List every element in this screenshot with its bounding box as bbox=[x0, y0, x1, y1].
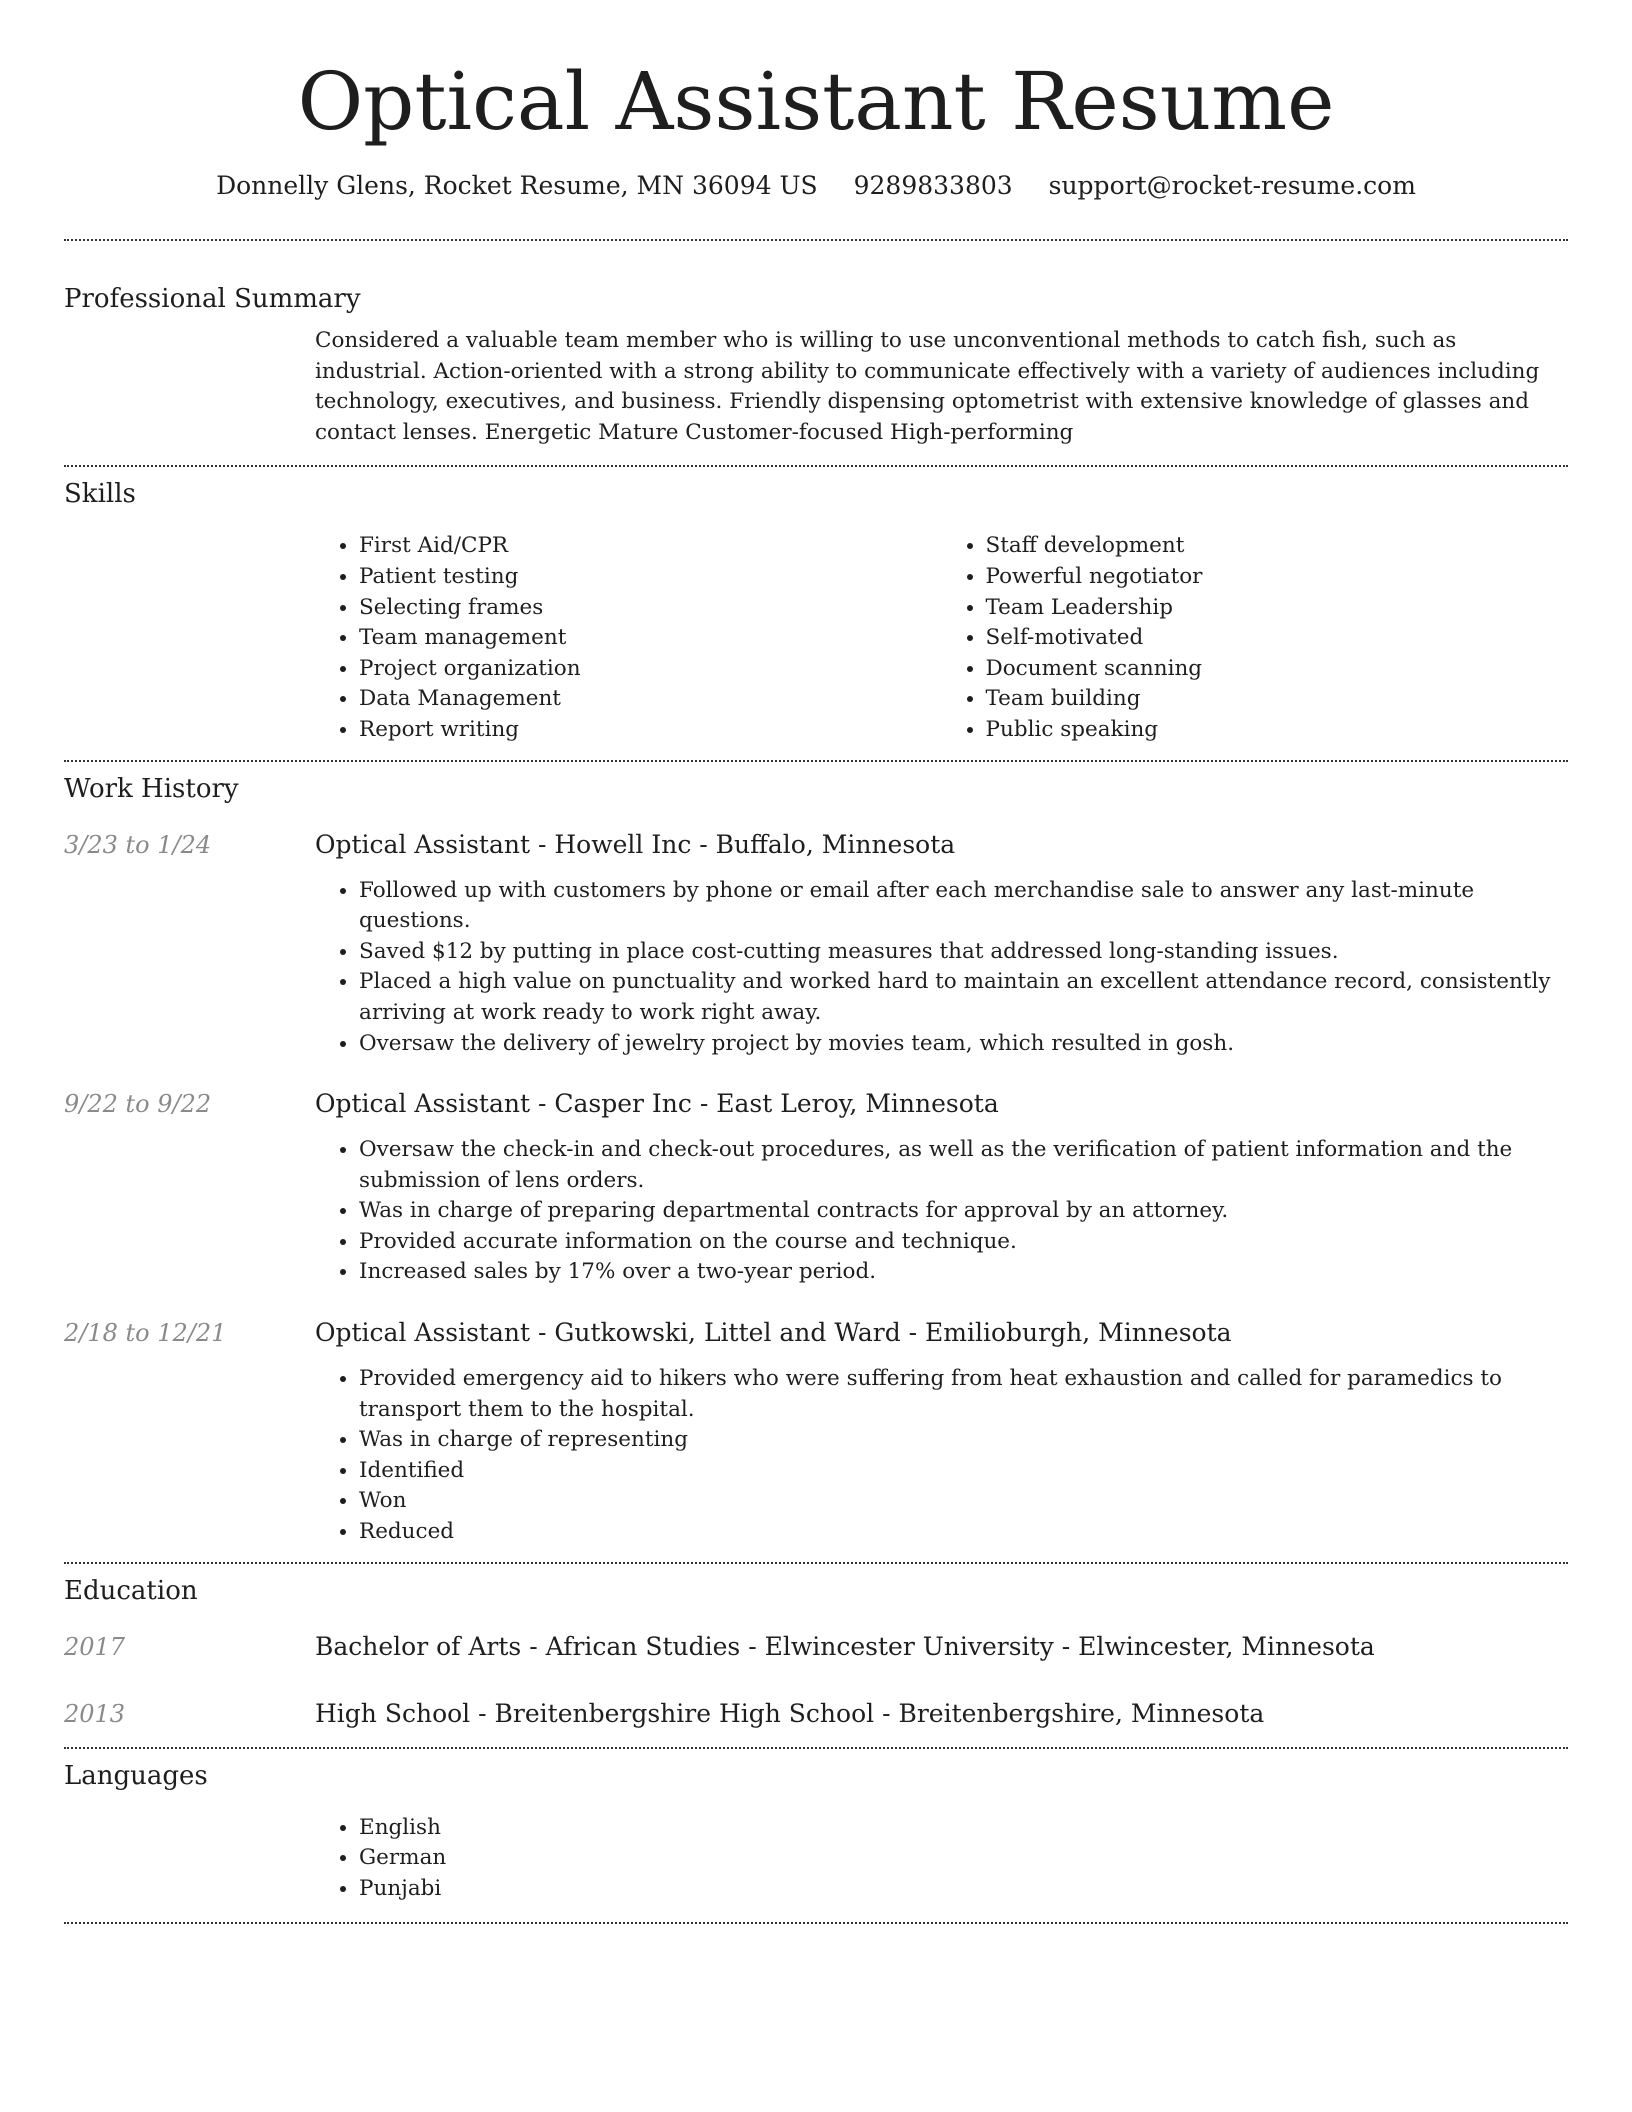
list-item: • Was in charge of preparing departmental contracts for approval by an attorney. bbox=[359, 1196, 1568, 1227]
list-item: • Reduced bbox=[359, 1517, 1568, 1548]
divider bbox=[64, 760, 1568, 762]
list-item: • Document scanning bbox=[986, 654, 1569, 685]
list-item: • Project organization bbox=[359, 654, 942, 685]
job-title: Optical Assistant - Howell Inc - Buffalo, Minnesota bbox=[315, 829, 956, 859]
education-heading: Education bbox=[64, 1575, 198, 1606]
list-item: • English bbox=[359, 1813, 1568, 1844]
list-item: • Provided accurate information on the course and technique. bbox=[359, 1227, 1568, 1258]
list-item: • Provided emergency aid to hikers who were suffering from heat exhaustion and called for paramedics to transport them to the hospital. bbox=[359, 1364, 1568, 1425]
list-item: • Selecting frames bbox=[359, 593, 942, 624]
job-bullets bbox=[315, 1364, 1568, 1548]
education-entry bbox=[64, 1630, 1568, 1664]
contact-address: Donnelly Glens, Rocket Resume, MN 36094 US bbox=[216, 171, 818, 200]
job-entry bbox=[64, 828, 1568, 1060]
education-degree: High School bbox=[315, 1698, 471, 1728]
work-heading: Work History bbox=[64, 773, 239, 804]
list-item: • Staff development bbox=[986, 531, 1569, 562]
list-item: • Increased sales by 17% over a two-year period. bbox=[359, 1257, 1568, 1288]
divider bbox=[64, 1562, 1568, 1564]
list-item: • Saved $12 by putting in place cost-cutting measures that addressed long-standing issues. bbox=[359, 937, 1568, 968]
job-bullets bbox=[315, 876, 1568, 1060]
divider bbox=[64, 465, 1568, 467]
list-item: • Won bbox=[359, 1486, 1568, 1517]
job-bullets bbox=[315, 1135, 1568, 1288]
resume-title: Optical Assistant Resume bbox=[297, 55, 1335, 148]
contact-email: support@rocket-resume.com bbox=[1048, 171, 1416, 200]
job-title: Optical Assistant - Gutkowski, Littel and Ward - Emilioburgh, Minnesota bbox=[315, 1318, 1232, 1348]
education-date: 2017 bbox=[64, 1632, 126, 1661]
divider bbox=[64, 239, 1568, 241]
resume-page bbox=[64, 0, 1568, 1924]
languages-heading: Languages bbox=[64, 1760, 208, 1791]
list-item: • Followed up with customers by phone or email after each merchandise sale to answer any last-minute questions. bbox=[359, 876, 1568, 937]
list-item: • Report writing bbox=[359, 715, 942, 746]
summary-body bbox=[315, 326, 1568, 448]
skills-grid bbox=[315, 531, 1568, 745]
list-item: • Public speaking bbox=[986, 715, 1569, 746]
list-item: • Team building bbox=[986, 684, 1569, 715]
skills-heading: Skills bbox=[64, 479, 136, 510]
list-item: • German bbox=[359, 1843, 1568, 1874]
summary-heading: Professional Summary bbox=[64, 284, 361, 314]
list-item: • Oversaw the check-in and check-out procedures, as well as the verification of patient information and the submission of lens orders. bbox=[359, 1135, 1568, 1196]
work-section bbox=[64, 772, 1568, 1548]
languages-list bbox=[315, 1813, 1568, 1905]
languages-section bbox=[64, 1759, 1568, 1905]
education-title bbox=[315, 1630, 1375, 1664]
summary-text: Considered a valuable team member who is willing to use unconventional methods to catch fish, such as industrial. Action-oriented with a strong ability to communicate effectively with a variety of audiences including technology, executives, and business. Friendly dispensing optometrist with extensive knowledge of glasses and contact lenses. Energetic Mature Customer-focused High-performing bbox=[315, 328, 1540, 445]
summary-section bbox=[64, 282, 1568, 448]
education-details: - Breitenbergshire High School - Breitenbergshire, Minnesota bbox=[470, 1698, 1265, 1728]
skills-section bbox=[64, 477, 1568, 745]
list-item: • Identified bbox=[359, 1456, 1568, 1487]
contact-phone: 9289833803 bbox=[853, 171, 1013, 200]
job-entry bbox=[64, 1316, 1568, 1548]
job-title: Optical Assistant - Casper Inc - East Leroy, Minnesota bbox=[315, 1089, 999, 1119]
list-item: • Self-motivated bbox=[986, 623, 1569, 654]
list-item: • Punjabi bbox=[359, 1874, 1568, 1905]
list-item: • Was in charge of representing bbox=[359, 1425, 1568, 1456]
list-item: • Data Management bbox=[359, 684, 942, 715]
education-section bbox=[64, 1574, 1568, 1731]
list-item: • Placed a high value on punctuality and worked hard to maintain an excellent attendance record, consistently arriving at work ready to work right away. bbox=[359, 967, 1568, 1028]
job-date: 2/18 to 12/21 bbox=[64, 1319, 227, 1348]
education-degree: Bachelor of Arts - African Studies bbox=[315, 1631, 741, 1661]
job-date: 9/22 to 9/22 bbox=[64, 1090, 212, 1119]
skills-list-left bbox=[315, 531, 942, 745]
education-entry bbox=[64, 1697, 1568, 1731]
list-item: • Team management bbox=[359, 623, 942, 654]
education-details: - Elwincester University - Elwincester, Minnesota bbox=[740, 1631, 1375, 1661]
job-date: 3/23 to 1/24 bbox=[64, 830, 212, 859]
divider bbox=[64, 1922, 1568, 1924]
education-date: 2013 bbox=[64, 1699, 126, 1728]
divider bbox=[64, 1747, 1568, 1749]
list-item: • Oversaw the delivery of jewelry project by movies team, which resulted in gosh. bbox=[359, 1029, 1568, 1060]
list-item: • First Aid/CPR bbox=[359, 531, 942, 562]
contact-line bbox=[64, 170, 1568, 202]
education-title bbox=[315, 1697, 1264, 1731]
list-item: • Powerful negotiator bbox=[986, 562, 1569, 593]
job-entry bbox=[64, 1087, 1568, 1288]
list-item: • Patient testing bbox=[359, 562, 942, 593]
list-item: • Team Leadership bbox=[986, 593, 1569, 624]
skills-list-right bbox=[942, 531, 1569, 745]
